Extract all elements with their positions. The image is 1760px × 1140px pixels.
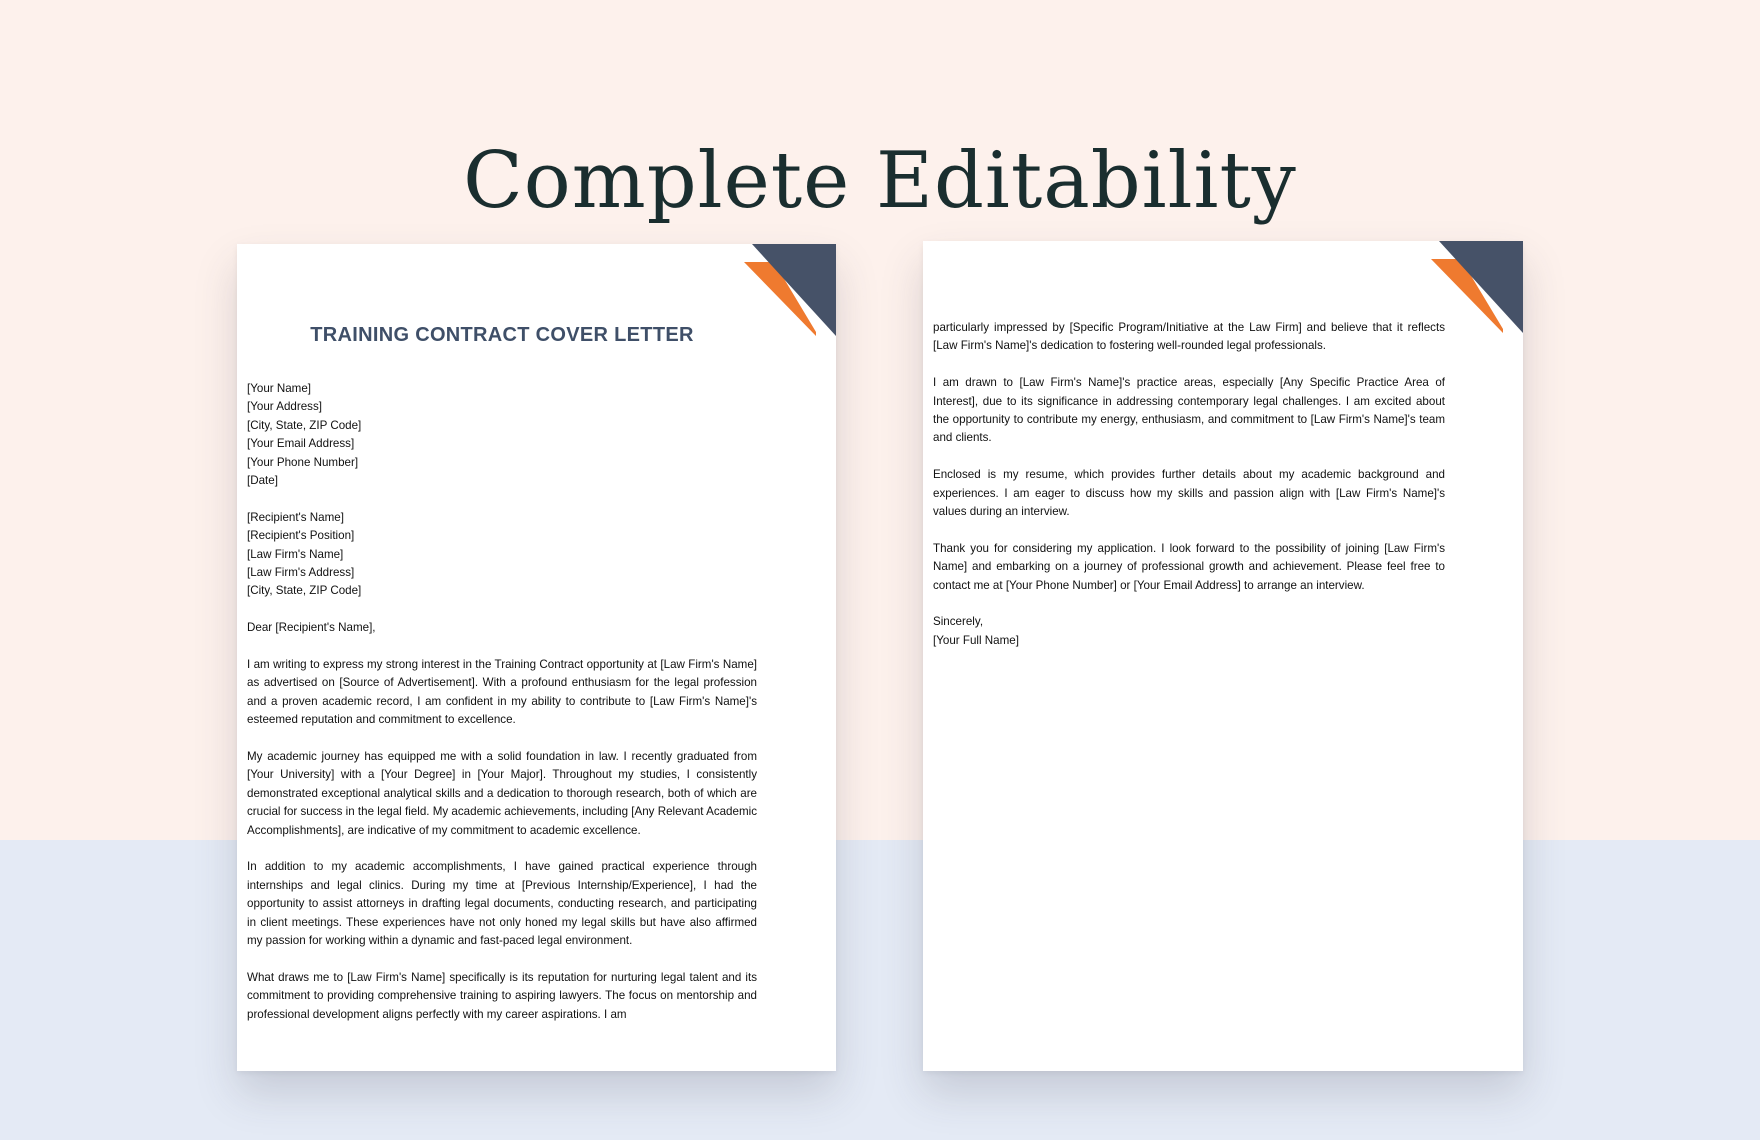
paragraph: I am drawn to [Law Firm's Name]'s practice areas, especially [Any Specific Practice Area of Interest], due to its significance in addressing contemporary legal challenges. I am excited about the opportunity to contribute my energy, enthusiasm, and commitment to [Law Firm's Name]'s team and clients. <box>933 376 1445 445</box>
corner-navy-triangle <box>1439 241 1523 333</box>
recipient-city: [City, State, ZIP Code] <box>247 584 362 598</box>
sender-email: [Your Email Address] <box>247 437 355 451</box>
signature: [Your Full Name] <box>933 633 1019 647</box>
sender-block <box>247 380 757 490</box>
recipient-position: [Recipient's Position] <box>247 529 355 543</box>
law-firm-address: [Law Firm's Address] <box>247 566 355 580</box>
corner-decoration <box>744 244 836 336</box>
sender-phone: [Your Phone Number] <box>247 455 359 469</box>
letter-page-1 <box>237 244 836 1071</box>
headline: Complete Editability <box>463 136 1297 227</box>
salutation: Dear [Recipient's Name], <box>247 621 376 635</box>
law-firm-name: [Law Firm's Name] <box>247 547 344 561</box>
letter-date: [Date] <box>247 474 278 488</box>
paragraph: Thank you for considering my application. I look forward to the possibility of joining [Law Firm's Name] and embarking on a journey of professional growth and achievement. Please feel free to contact me at [Your Phone Number] or [Your Email Address] to arrange an interview. <box>933 541 1445 592</box>
paragraph: particularly impressed by [Specific Program/Initiative at the Law Firm] and believe that it reflects [Law Firm's Name]'s dedication to fostering well-rounded legal professionals. <box>933 321 1445 353</box>
corner-navy-triangle <box>752 244 836 336</box>
paragraph: My academic journey has equipped me with a solid foundation in law. I recently graduated from [Your University] with a [Your Degree] in [Your Major]. Throughout my studies, I consistently demonstrated exceptional analytical skills and a dedication to thorough research, both of which are crucial for success in the legal field. My academic achievements, including [Any Relevant Academic Accomplishments], are indicative of my commitment to academic excellence. <box>247 750 757 837</box>
paragraph: I am writing to express my strong interest in the Training Contract opportunity at [Law Firm's Name] as advertised on [Source of Advertisement]. With a profound enthusiasm for the legal profession and a proven academic record, I am confident in my ability to contribute to [Law Firm's Name]'s esteemed reputation and commitment to excellence. <box>247 658 757 727</box>
paragraph: In addition to my academic accomplishments, I have gained practical experience through internships and legal clinics. During my time at [Previous Internship/Experience], I had the opportunity to assist attorneys in drafting legal documents, conducting research, and participating in client meetings. These experiences have not only honed my legal skills but have also affirmed my passion for working within a dynamic and fast-paced legal environment. <box>247 860 757 948</box>
letter-page-2 <box>923 241 1523 1071</box>
document-title: TRAINING CONTRACT COVER LETTER <box>310 324 694 346</box>
closing: Sincerely, <box>933 615 984 629</box>
sender-address: [Your Address] <box>247 400 322 414</box>
letter-body-page-2 <box>933 319 1445 650</box>
sender-name: [Your Name] <box>247 382 312 395</box>
paragraph: What draws me to [Law Firm's Name] specifically is its reputation for nurturing legal talent and its commitment to providing comprehensive training to aspiring lawyers. The focus on mentorship and professional development aligns perfectly with my career aspirations. I am <box>247 970 757 1021</box>
paragraph: Enclosed is my resume, which provides further details about my academic background and experiences. I am eager to discuss how my skills and passion align with [Law Firm's Name]'s values during an interview. <box>933 468 1445 519</box>
sender-city: [City, State, ZIP Code] <box>247 418 362 432</box>
letter-body-page-1 <box>247 380 757 1043</box>
recipient-name: [Recipient's Name] <box>247 510 344 524</box>
recipient-block <box>247 509 757 601</box>
